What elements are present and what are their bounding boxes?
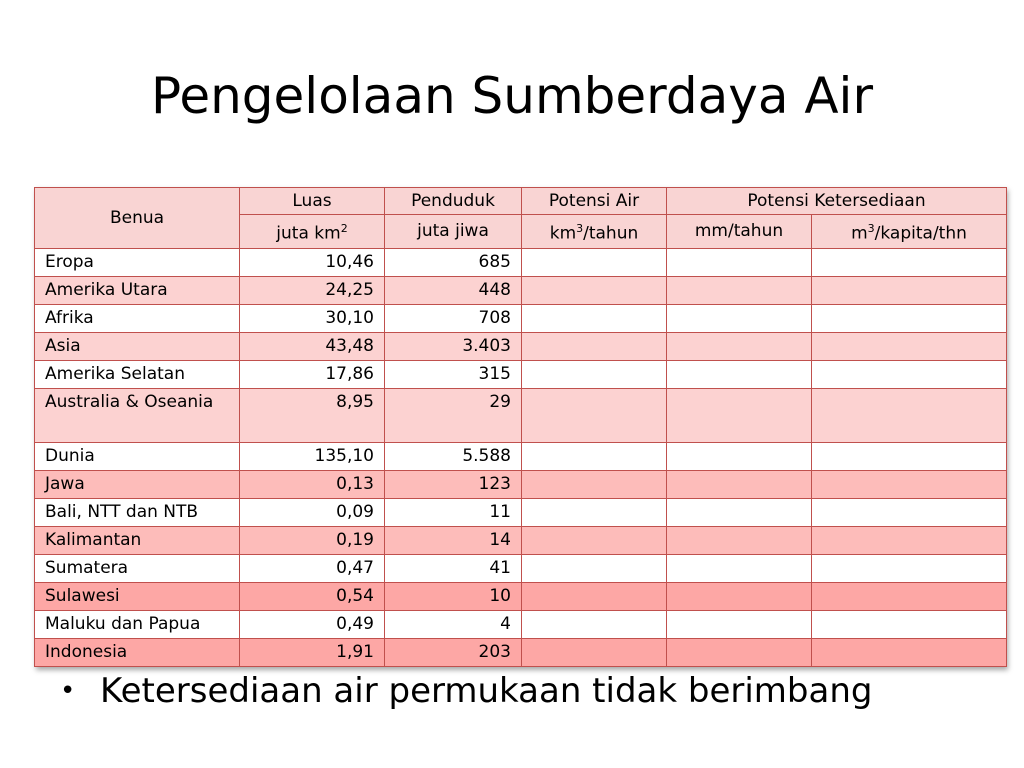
unit-m3-kapita: $m^3/kapita$/thn — [812, 215, 1007, 249]
cell-benua: Afrika — [35, 304, 240, 332]
cell-mm-tahun — [667, 470, 812, 498]
cell-mm-tahun — [667, 526, 812, 554]
cell-luas: 135,10 — [240, 442, 385, 470]
cell-luas: 0,49 — [240, 610, 385, 638]
cell-m3-kapita — [812, 442, 1007, 470]
header-luas: Luas — [240, 188, 385, 215]
cell-mm-tahun — [667, 388, 812, 442]
header-potensi-air: Potensi Air — [522, 188, 667, 215]
cell-benua: Sumatera — [35, 554, 240, 582]
bullet-icon: • — [60, 676, 76, 706]
cell-mm-tahun — [667, 638, 812, 666]
cell-benua: Asia — [35, 332, 240, 360]
cell-potensi-air — [522, 582, 667, 610]
table-row — [35, 638, 1007, 666]
table-row — [35, 360, 1007, 388]
cell-mm-tahun — [667, 498, 812, 526]
header-benua: Benua — [35, 188, 240, 249]
page-title: Pengelolaan Sumberdaya Air — [150, 67, 874, 125]
cell-luas: 0,54 — [240, 582, 385, 610]
cell-luas: 0,47 — [240, 554, 385, 582]
bullet-item — [60, 668, 872, 714]
cell-m3-kapita — [812, 554, 1007, 582]
cell-mm-tahun — [667, 276, 812, 304]
cell-benua: Dunia — [35, 442, 240, 470]
cell-mm-tahun — [667, 610, 812, 638]
cell-penduduk: 315 — [385, 360, 522, 388]
cell-m3-kapita — [812, 248, 1007, 276]
cell-penduduk: 5.588 — [385, 442, 522, 470]
cell-m3-kapita — [812, 276, 1007, 304]
cell-m3-kapita — [812, 498, 1007, 526]
cell-potensi-air — [522, 276, 667, 304]
table-row — [35, 582, 1007, 610]
cell-luas: 0,19 — [240, 526, 385, 554]
cell-luas: 30,10 — [240, 304, 385, 332]
cell-benua: Maluku dan Papua — [35, 610, 240, 638]
cell-m3-kapita — [812, 638, 1007, 666]
cell-mm-tahun — [667, 332, 812, 360]
cell-m3-kapita — [812, 360, 1007, 388]
cell-penduduk: 3.403 — [385, 332, 522, 360]
cell-penduduk: 708 — [385, 304, 522, 332]
cell-mm-tahun — [667, 554, 812, 582]
bullet-text: Ketersediaan air permukaan tidak berimbang — [100, 671, 873, 711]
cell-mm-tahun — [667, 360, 812, 388]
cell-benua: Amerika Utara — [35, 276, 240, 304]
cell-potensi-air — [522, 360, 667, 388]
table-row — [35, 554, 1007, 582]
table-row — [35, 470, 1007, 498]
cell-potensi-air — [522, 470, 667, 498]
table-row — [35, 610, 1007, 638]
cell-mm-tahun — [667, 442, 812, 470]
cell-benua: Australia & Oseania — [35, 388, 240, 442]
cell-penduduk: 4 — [385, 610, 522, 638]
cell-luas: 10,46 — [240, 248, 385, 276]
table-row — [35, 276, 1007, 304]
cell-potensi-air — [522, 554, 667, 582]
cell-potensi-air — [522, 248, 667, 276]
cell-benua: Kalimantan — [35, 526, 240, 554]
unit-potensi-air: $km^3$/tahun — [522, 215, 667, 249]
cell-luas: 8,95 — [240, 388, 385, 442]
header-potensi-ketersediaan: Potensi Ketersediaan — [667, 188, 1007, 215]
cell-m3-kapita — [812, 470, 1007, 498]
cell-penduduk: 29 — [385, 388, 522, 442]
cell-benua: Sulawesi — [35, 582, 240, 610]
cell-potensi-air — [522, 442, 667, 470]
cell-mm-tahun — [667, 304, 812, 332]
cell-luas: 43,48 — [240, 332, 385, 360]
unit-luas: juta $km^2$ — [240, 215, 385, 249]
cell-luas: 24,25 — [240, 276, 385, 304]
cell-m3-kapita — [812, 582, 1007, 610]
header-penduduk: Penduduk — [385, 188, 522, 215]
table-row — [35, 442, 1007, 470]
table-row — [35, 304, 1007, 332]
cell-potensi-air — [522, 498, 667, 526]
cell-mm-tahun — [667, 582, 812, 610]
cell-benua: Amerika Selatan — [35, 360, 240, 388]
cell-benua: Jawa — [35, 470, 240, 498]
table-row — [35, 248, 1007, 276]
unit-mm-tahun: mm/tahun — [667, 215, 812, 249]
cell-penduduk: 41 — [385, 554, 522, 582]
cell-penduduk: 14 — [385, 526, 522, 554]
table-row — [35, 332, 1007, 360]
table-row — [35, 526, 1007, 554]
cell-m3-kapita — [812, 304, 1007, 332]
cell-potensi-air — [522, 610, 667, 638]
cell-potensi-air — [522, 526, 667, 554]
cell-luas: 0,13 — [240, 470, 385, 498]
cell-penduduk: 448 — [385, 276, 522, 304]
cell-potensi-air — [522, 304, 667, 332]
cell-penduduk: 11 — [385, 498, 522, 526]
cell-penduduk: 685 — [385, 248, 522, 276]
cell-potensi-air — [522, 388, 667, 442]
cell-mm-tahun — [667, 248, 812, 276]
cell-potensi-air — [522, 332, 667, 360]
cell-luas: 1,91 — [240, 638, 385, 666]
cell-m3-kapita — [812, 388, 1007, 442]
cell-penduduk: 10 — [385, 582, 522, 610]
cell-penduduk: 123 — [385, 470, 522, 498]
cell-m3-kapita — [812, 610, 1007, 638]
table-row — [35, 388, 1007, 442]
cell-benua: Indonesia — [35, 638, 240, 666]
cell-luas: 17,86 — [240, 360, 385, 388]
cell-luas: 0,09 — [240, 498, 385, 526]
table-row — [35, 498, 1007, 526]
unit-penduduk: juta jiwa — [385, 215, 522, 249]
cell-m3-kapita — [812, 526, 1007, 554]
cell-benua: Eropa — [35, 248, 240, 276]
water-resources-table — [34, 187, 1006, 667]
cell-m3-kapita — [812, 332, 1007, 360]
cell-potensi-air — [522, 638, 667, 666]
cell-benua: Bali, NTT dan NTB — [35, 498, 240, 526]
cell-penduduk: 203 — [385, 638, 522, 666]
